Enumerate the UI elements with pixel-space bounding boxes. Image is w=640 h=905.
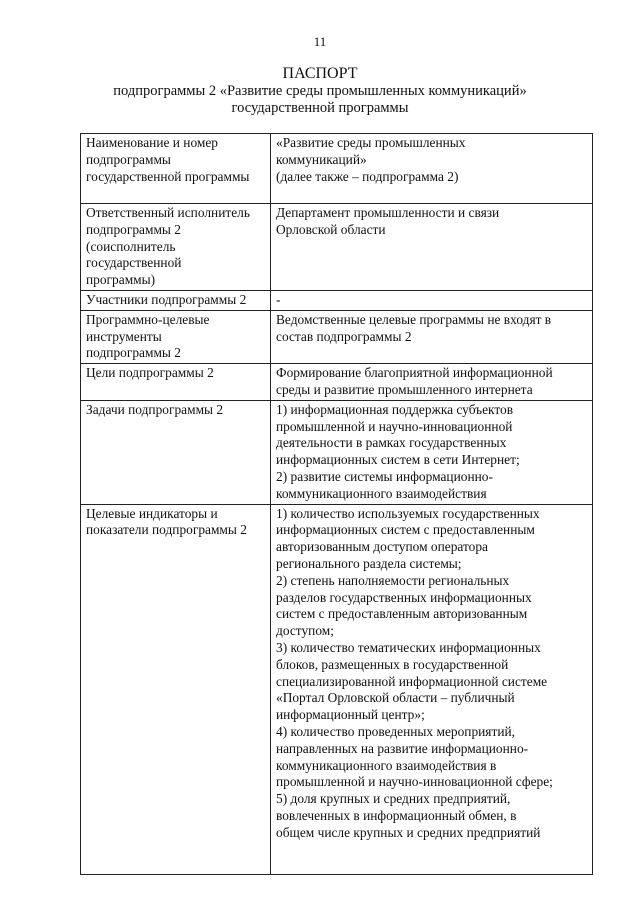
row-value-line: общем числе крупных и средних предприятий <box>276 824 541 840</box>
row-value-line: информационных систем с предоставленным <box>276 522 535 538</box>
row-value-line: систем с предоставленным авторизованным <box>276 606 528 622</box>
row-value-line: направленных на развитие информационно- <box>276 740 529 756</box>
row-label-cell <box>81 364 271 401</box>
passport-table <box>80 133 593 875</box>
row-label-line: Задачи подпрограммы 2 <box>86 401 224 417</box>
row-value-line: 2) развитие системы информационно- <box>276 468 493 484</box>
row-label-line: Ответственный исполнитель <box>86 205 250 220</box>
row-value-line: информационных систем в сети Интернет; <box>276 452 520 468</box>
row-label-line: Программно-целевые <box>86 311 210 327</box>
row-label-line: программы) <box>86 272 156 288</box>
row-value-cell <box>271 364 593 401</box>
page-number: 11 <box>313 34 327 49</box>
row-value-line: 1) информационная поддержка субъектов <box>276 401 514 417</box>
row-value-line: специализированной информационной системе <box>276 673 548 689</box>
table-row <box>81 504 593 874</box>
row-value-line: Ведомственные целевые программы не входят в <box>276 311 552 327</box>
row-value-line: блоков, размещенных в государственной <box>276 656 509 672</box>
row-value-cell <box>271 310 593 363</box>
row-value-line: среды и развитие промышленного интернета <box>276 381 533 397</box>
row-value-line: коммуникаций» <box>276 151 367 167</box>
row-label-line: подпрограммы 2 <box>86 221 181 237</box>
row-value-line: 3) количество тематических информационных <box>276 639 541 655</box>
row-value-line: (далее также – подпрограмма 2) <box>276 168 459 184</box>
row-value-line: «Развитие среды промышленных <box>276 135 466 150</box>
row-label-line: Наименование и номер <box>86 135 219 150</box>
row-value-line: коммуникационного взаимодействия в <box>276 757 497 773</box>
table-row <box>81 310 593 363</box>
table-row <box>81 364 593 401</box>
row-label-cell <box>81 204 271 291</box>
row-label-cell <box>81 310 271 363</box>
row-value-line: доступом; <box>276 623 334 639</box>
row-value-line: коммуникационного взаимодействия <box>276 485 487 501</box>
row-label-line: Участники подпрограммы 2 <box>86 291 247 307</box>
row-value-line: вовлеченных в информационный обмен, в <box>276 807 517 823</box>
table-row <box>81 204 593 291</box>
row-label-line: государственной программы <box>86 168 250 184</box>
row-label-line: Цели подпрограммы 2 <box>86 365 214 381</box>
document-title <box>0 64 640 117</box>
row-value-line: 5) доля крупных и средних предприятий, <box>276 791 511 807</box>
row-value-line: деятельности в рамках государственных <box>276 435 507 451</box>
row-value-line: регионального раздела системы; <box>276 555 462 571</box>
row-value-line: состав подпрограммы 2 <box>276 328 412 344</box>
row-label-line: подпрограммы <box>86 151 171 167</box>
row-label-line: государственной <box>86 255 182 271</box>
row-label-cell <box>81 290 271 310</box>
row-value-cell <box>271 134 593 204</box>
row-value-line: авторизованным доступом оператора <box>276 539 488 555</box>
row-value-cell <box>271 204 593 291</box>
row-label-line: инструменты <box>86 328 162 344</box>
row-label-line: (соисполнитель <box>86 238 176 254</box>
row-value-line: промышленной и научно-инновационной <box>276 418 513 434</box>
row-value-line: - <box>276 291 281 307</box>
row-value-line: разделов государственных информационных <box>276 589 532 605</box>
row-value-line: промышленной и научно-инновационной сфере; <box>276 774 553 790</box>
row-label-line: подпрограммы 2 <box>86 345 181 361</box>
row-value-cell <box>271 400 593 504</box>
row-value-line: «Портал Орловской области – публичный <box>276 690 515 706</box>
row-label-cell <box>81 504 271 874</box>
row-label-cell <box>81 134 271 204</box>
table-row <box>81 400 593 504</box>
row-label-line: Целевые индикаторы и <box>86 505 218 521</box>
row-value-line: Орловской области <box>276 221 386 237</box>
row-value-line: 2) степень наполняемости региональных <box>276 572 510 588</box>
row-value-line: информационный центр»; <box>276 707 425 723</box>
title-subtitle: подпрограммы 2 «Развитие среды промышленных коммуникаций» <box>113 83 527 99</box>
row-value-cell <box>271 290 593 310</box>
row-value-line: 4) количество проведенных мероприятий, <box>276 723 515 739</box>
row-value-cell <box>271 504 593 874</box>
row-label-cell <box>81 400 271 504</box>
row-label-line: показатели подпрограммы 2 <box>86 522 247 538</box>
table-row <box>81 290 593 310</box>
row-value-line: 1) количество используемых государственных <box>276 505 540 521</box>
title-program: государственной программы <box>231 100 409 116</box>
row-value-line: Департамент промышленности и связи <box>276 205 500 220</box>
table-row <box>81 134 593 204</box>
row-value-line: Формирование благоприятной информационной <box>276 365 553 381</box>
title-main: ПАСПОРТ <box>282 65 358 82</box>
